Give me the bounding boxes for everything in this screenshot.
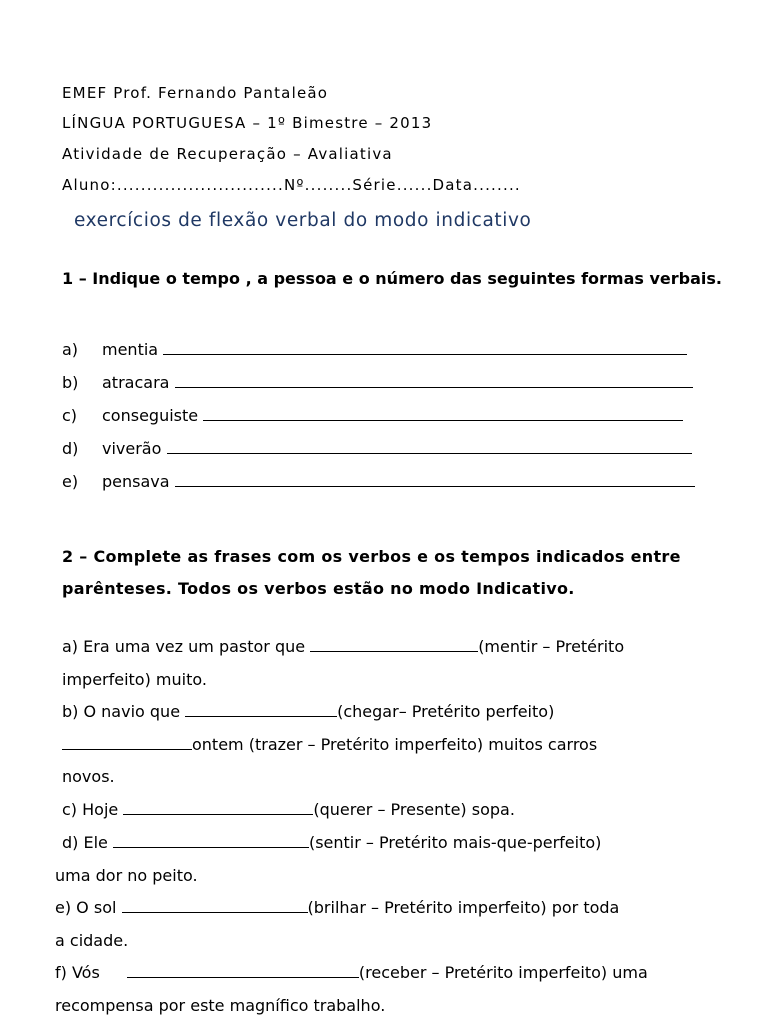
item-label: c) xyxy=(62,406,78,425)
item-label: b) xyxy=(62,373,79,392)
q2-sentence-b-end: novos. xyxy=(62,767,115,786)
q2-sentence-f xyxy=(55,963,648,982)
answer-blank[interactable] xyxy=(113,833,309,848)
sentence-text: a) Era uma vez um pastor que xyxy=(62,637,311,656)
sentence-text: b) O navio que xyxy=(62,702,186,721)
school-name: EMEF Prof. Fernando Pantaleão xyxy=(62,84,329,102)
item-word: viverão xyxy=(102,439,162,458)
student-line: Aluno:............................Nº........Série......Data........ xyxy=(62,176,521,194)
answer-blank[interactable] xyxy=(163,340,687,355)
answer-blank[interactable] xyxy=(203,406,683,421)
answer-blank[interactable] xyxy=(167,439,692,454)
q2-sentence-b-cont xyxy=(62,735,597,754)
q2-sentence-e-cont: a cidade. xyxy=(55,931,129,950)
sentence-hint: (chegar– Pretérito perfeito) xyxy=(337,702,555,721)
worksheet-subtitle: exercícios de flexão verbal do modo indicativo xyxy=(74,210,532,231)
question-2-prompt: 2 – Complete as frases com os verbos e os tempos indicados entre parênteses. Todos os verbos estão no modo Indicativo. xyxy=(62,547,681,598)
sentence-hint: (sentir – Pretérito mais-que-perfeito) xyxy=(308,833,602,852)
q2-sentence-a-cont: imperfeito) muito. xyxy=(62,670,207,689)
sentence-hint: (receber – Pretérito imperfeito) uma xyxy=(358,963,648,982)
item-word: conseguiste xyxy=(102,406,199,425)
answer-blank[interactable] xyxy=(185,702,337,717)
item-label: e) xyxy=(62,472,79,491)
q1-item-d xyxy=(62,439,692,458)
q1-item-e xyxy=(62,472,695,491)
q1-item-a xyxy=(62,340,687,359)
subject-line: LÍNGUA PORTUGUESA – 1º Bimestre – 2013 xyxy=(62,114,433,132)
item-word: pensava xyxy=(102,472,170,491)
sentence-hint: (brilhar – Pretérito imperfeito) por toda xyxy=(307,898,620,917)
answer-blank[interactable] xyxy=(310,637,478,652)
answer-blank[interactable] xyxy=(127,963,359,978)
q2-sentence-d xyxy=(62,833,601,852)
activity-line: Atividade de Recuperação – Avaliativa xyxy=(62,145,393,163)
sentence-text: c) Hoje xyxy=(62,800,124,819)
question-1-prompt: 1 – Indique o tempo , a pessoa e o número das seguintes formas verbais. xyxy=(62,269,722,288)
q2-sentence-c xyxy=(62,800,515,819)
answer-blank[interactable] xyxy=(175,373,693,388)
sentence-hint: ontem (trazer – Pretérito imperfeito) muitos carros xyxy=(192,735,598,754)
q2-sentence-f-cont: recompensa por este magnífico trabalho. xyxy=(55,996,386,1015)
answer-blank[interactable] xyxy=(123,800,313,815)
item-word: mentia xyxy=(102,340,159,359)
q2-sentence-b xyxy=(62,702,554,721)
sentence-hint: (querer – Presente) sopa. xyxy=(313,800,515,819)
q1-item-b xyxy=(62,373,693,392)
answer-blank[interactable] xyxy=(62,735,192,750)
sentence-text: d) Ele xyxy=(62,833,113,852)
item-label: a) xyxy=(62,340,79,359)
item-word: atracara xyxy=(102,373,170,392)
q2-sentence-e xyxy=(55,898,619,917)
item-label: d) xyxy=(62,439,79,458)
sentence-text: e) O sol xyxy=(55,898,122,917)
q1-item-c xyxy=(62,406,683,425)
q2-sentence-a xyxy=(62,637,624,656)
answer-blank[interactable] xyxy=(175,472,695,487)
sentence-hint: (mentir – Pretérito xyxy=(478,637,625,656)
q2-sentence-d-cont: uma dor no peito. xyxy=(55,866,198,885)
sentence-text: f) Vós xyxy=(55,963,105,982)
answer-blank[interactable] xyxy=(122,898,308,913)
